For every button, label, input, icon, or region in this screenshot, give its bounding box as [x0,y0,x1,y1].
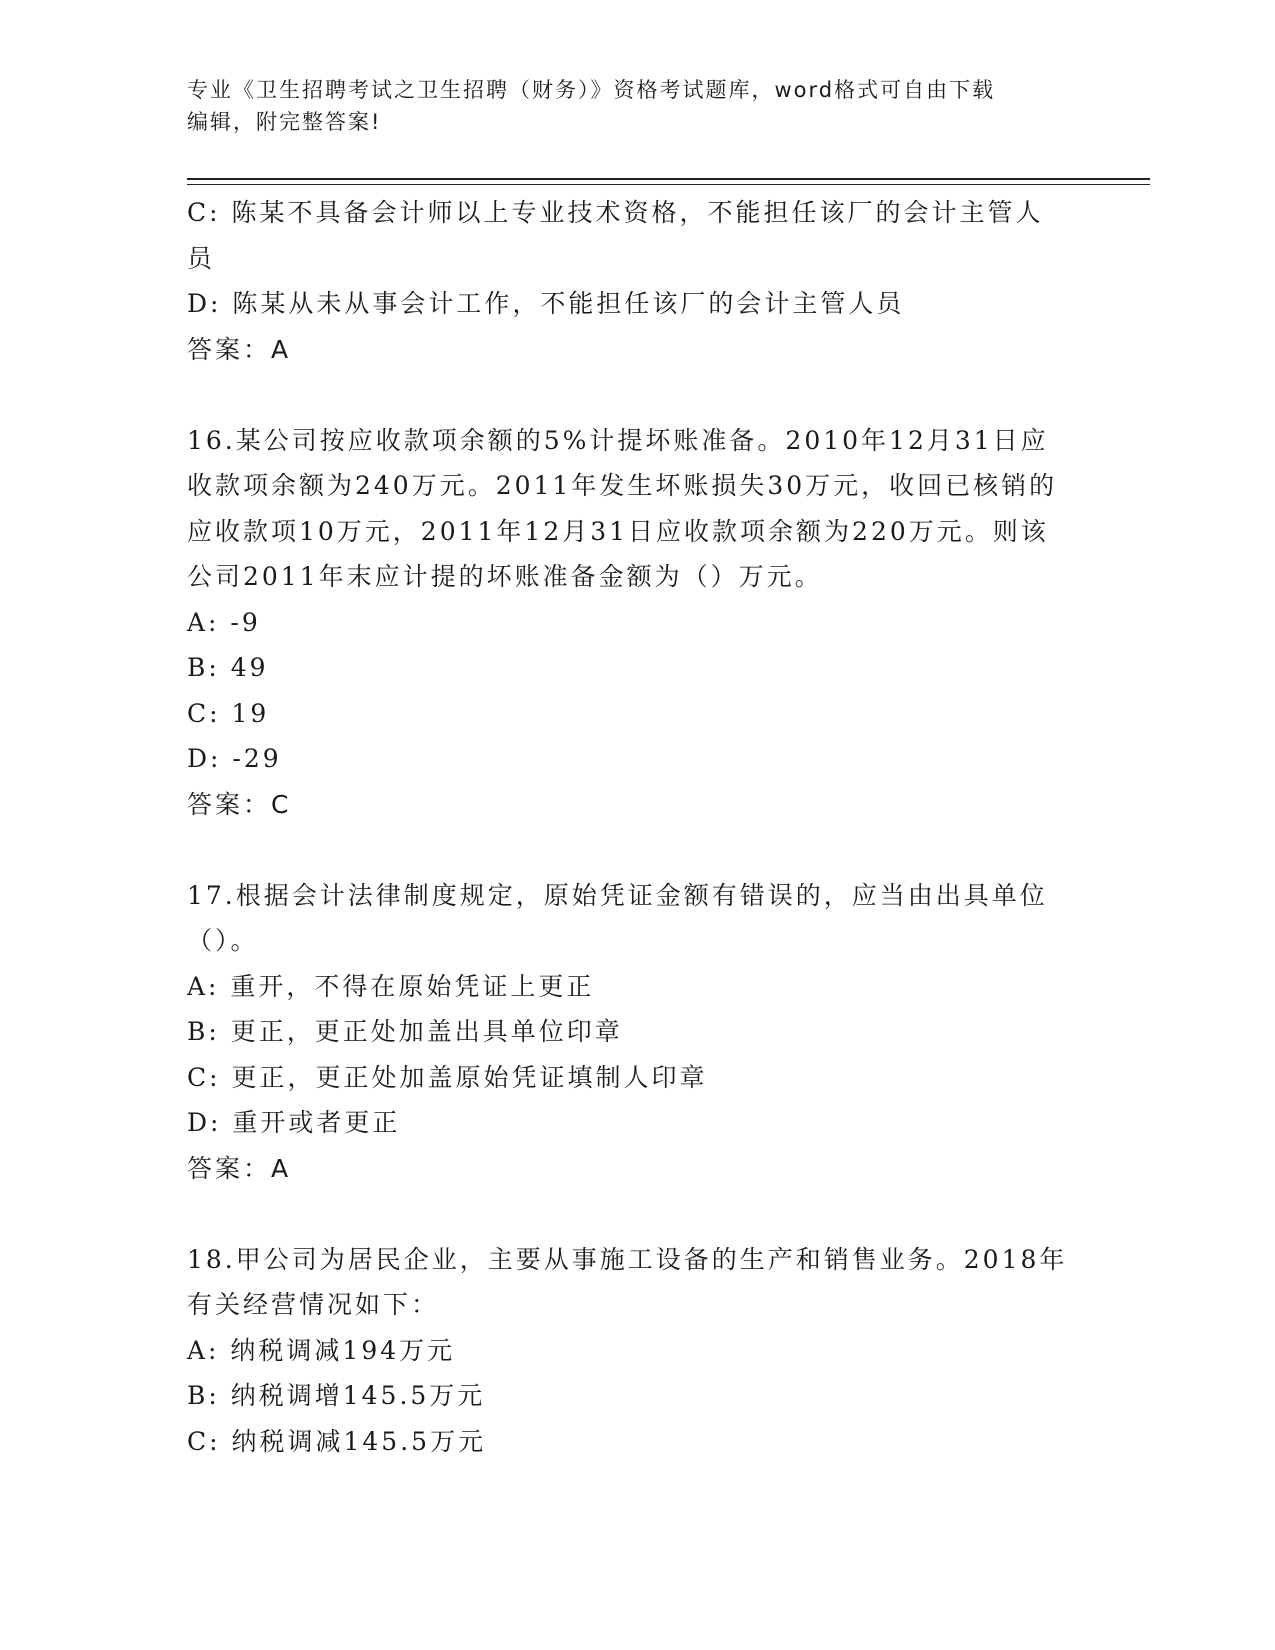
answer: 答案：A [187,1153,292,1183]
header-rule-thick [187,178,1150,180]
header-line-2: 编辑，附完整答案! [187,110,382,134]
header-rule-thin [187,184,1150,185]
option-c: C: 纳税调减145.5万元 [187,1426,487,1456]
option-a: A: 重开，不得在原始凭证上更正 [187,971,595,1001]
question-16-block [187,418,1092,828]
answer: 答案：A [187,334,292,364]
option-c: C: 更正，更正处加盖原始凭证填制人印章 [187,1062,708,1092]
option-b: B: 49 [187,653,269,682]
header-line-1: 专业《卫生招聘考试之卫生招聘（财务）》资格考试题库，word格式可自由下载 [187,78,996,102]
document-header [187,74,1067,138]
option-b: B: 纳税调增145.5万元 [187,1381,486,1410]
option-b: B: 更正，更正处加盖出具单位印章 [187,1017,623,1046]
option-d: D: 陈某从未从事会计工作，不能担任该厂的会计主管人员 [187,289,905,318]
option-d: D: 重开或者更正 [187,1108,401,1137]
question-stem: 应收款项10万元，2011年12月31日应收款项余额为220万元。则该 [187,516,1049,546]
answer: 答案：C [187,789,292,819]
option-d: D: -29 [187,744,282,773]
option-a: A: 纳税调减194万元 [187,1335,456,1365]
question-15-block [187,190,1092,372]
option-c-cont: 员 [187,243,216,273]
question-content [187,190,1092,1464]
question-stem: （）。 [187,926,259,955]
question-stem: 收款项余额为240万元。2011年发生坏账损失30万元，收回已核销的 [187,471,1058,500]
question-stem: 公司2011年末应计提的坏账准备金额为（）万元。 [187,562,823,591]
option-c: C: 陈某不具备会计师以上专业技术资格，不能担任该厂的会计主管人 [187,198,1044,227]
question-stem: 18.甲公司为居民企业，主要从事施工设备的生产和销售业务。2018年 [187,1244,1068,1274]
question-18-block [187,1237,1092,1465]
question-stem: 有关经营情况如下： [187,1290,440,1319]
question-stem: 17.根据会计法律制度规定，原始凭证金额有错误的，应当由出具单位 [187,880,1048,910]
question-17-block [187,873,1092,1192]
option-c: C: 19 [187,698,270,728]
option-a: A: -9 [187,607,261,637]
question-stem: 16.某公司按应收款项余额的5%计提坏账准备。2010年12月31日应 [187,425,1049,455]
